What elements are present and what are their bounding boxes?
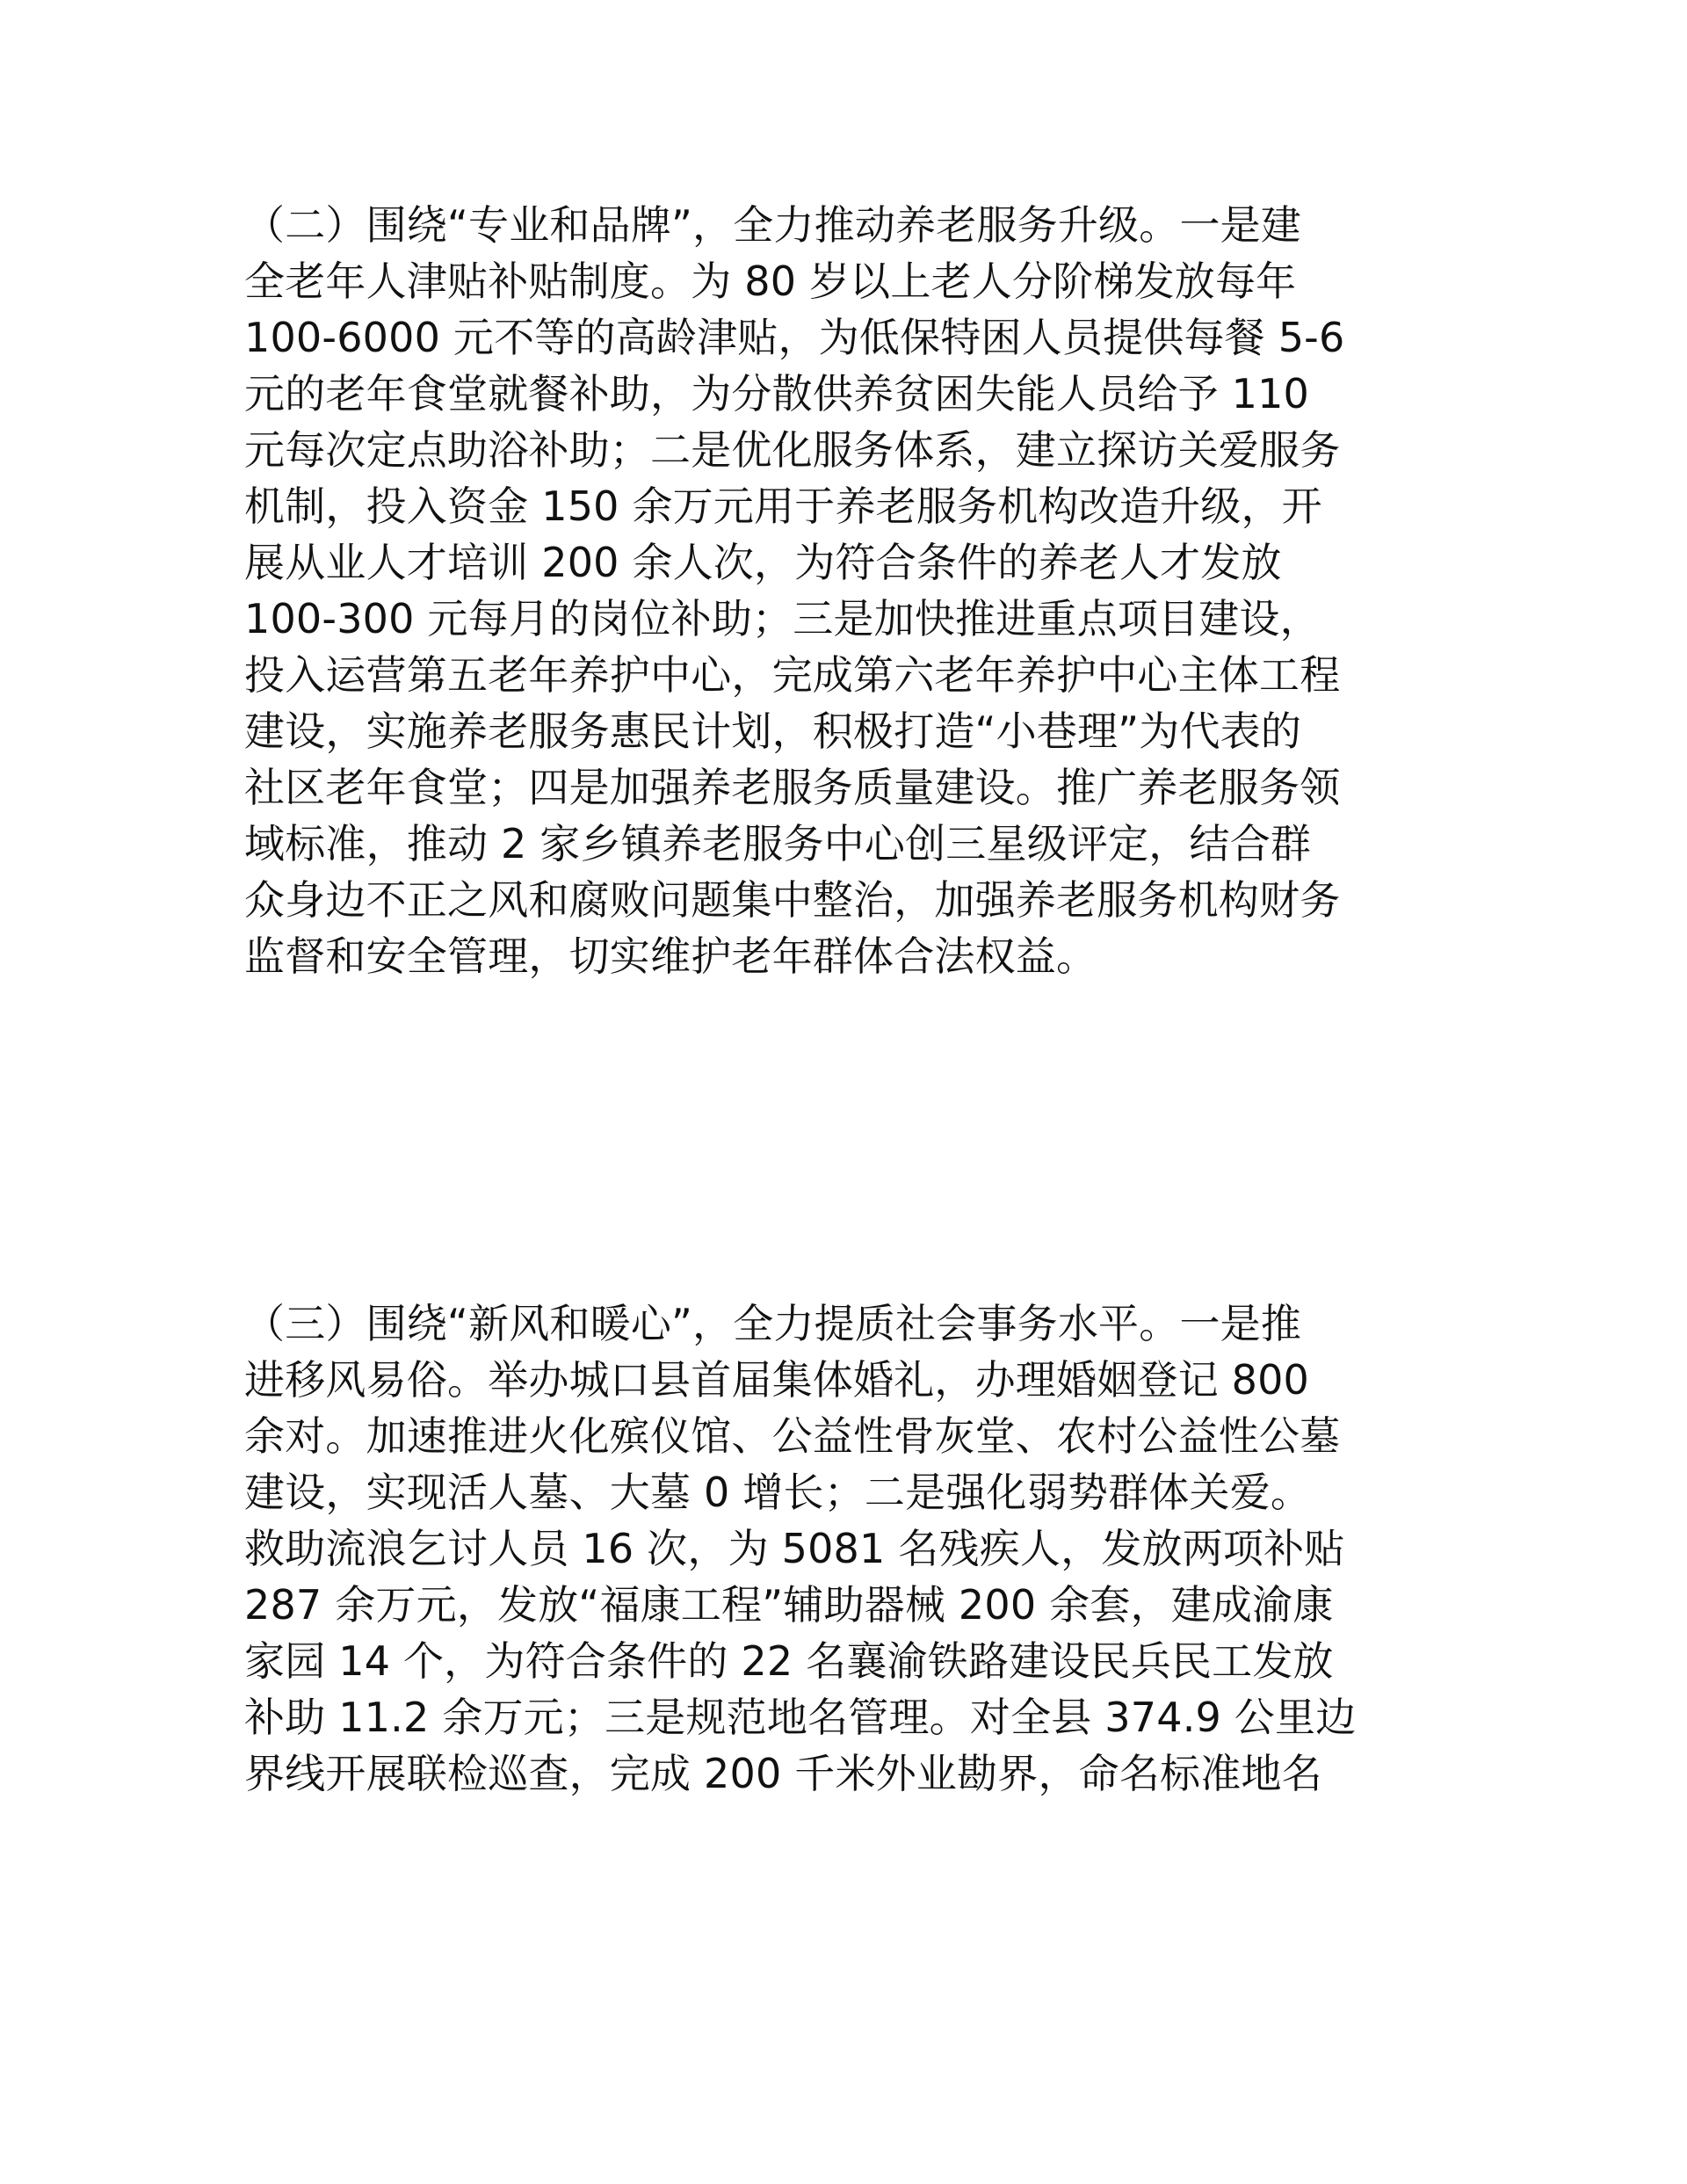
- text-line: 域标准，推动 2 家乡镇养老服务中心创三星级评定，结合群: [244, 820, 1312, 867]
- text-line: 全老年人津贴补贴制度。为 80 岁以上老人分阶梯发放每年: [244, 258, 1297, 305]
- text-line: 家园 14 个，为符合条件的 22 名襄渝铁路建设民兵民工发放: [244, 1637, 1334, 1685]
- text-line: 界线开展联检巡查，完成 200 千米外业勘界，命名标准地名: [244, 1750, 1322, 1797]
- text-line: 元的老年食堂就餐补助，为分散供养贫困失能人员给予 110: [244, 370, 1310, 417]
- text-line: 100-300 元每月的岗位补助；三是加快推进重点项目建设，: [244, 595, 1321, 642]
- text-line: 元每次定点助浴补助；二是优化服务体系，建立探访关爱服务: [244, 426, 1341, 474]
- text-line: 建设，实现活人墓、大墓 0 增长；二是强化弱势群体关爱。: [244, 1469, 1312, 1516]
- text-line: （三）围绕“新风和暖心”，全力提质社会事务水平。一是推: [244, 1300, 1302, 1347]
- text-line: 建设，实施养老服务惠民计划，积极打造“小巷理”为代表的: [244, 707, 1302, 755]
- text-line: 进移风易俗。举办城口县首届集体婚礼，办理婚姻登记 800: [244, 1356, 1310, 1404]
- text-line: （二）围绕“专业和品牌”，全力推动养老服务升级。一是建: [244, 201, 1302, 249]
- text-line: 监督和安全管理，切实维护老年群体合法权益。: [244, 932, 1097, 980]
- text-line: 余对。加速推进火化殡仪馆、公益性骨灰堂、农村公益性公墓: [244, 1412, 1341, 1460]
- text-line: 补助 11.2 余万元；三是规范地名管理。对全县 374.9 公里边: [244, 1694, 1357, 1741]
- text-line: 救助流浪乞讨人员 16 次，为 5081 名残疾人，发放两项补贴: [244, 1525, 1345, 1572]
- text-line: 展从业人才培训 200 余人次，为符合条件的养老人才发放: [244, 539, 1282, 586]
- text-line: 287 余万元，发放“福康工程”辅助器械 200 余套，建成渝康: [244, 1581, 1334, 1629]
- text-line: 机制，投入资金 150 余万元用于养老服务机构改造升级，开: [244, 483, 1322, 530]
- text-line: 众身边不正之风和腐败问题集中整治，加强养老服务机构财务: [244, 876, 1341, 924]
- text-line: 100-6000 元不等的高龄津贴，为低保特困人员提供每餐 5-6: [244, 314, 1345, 361]
- text-line: 社区老年食堂；四是加强养老服务质量建设。推广养老服务领: [244, 764, 1341, 811]
- text-line: 投入运营第五老年养护中心，完成第六老年养护中心主体工程: [244, 651, 1341, 699]
